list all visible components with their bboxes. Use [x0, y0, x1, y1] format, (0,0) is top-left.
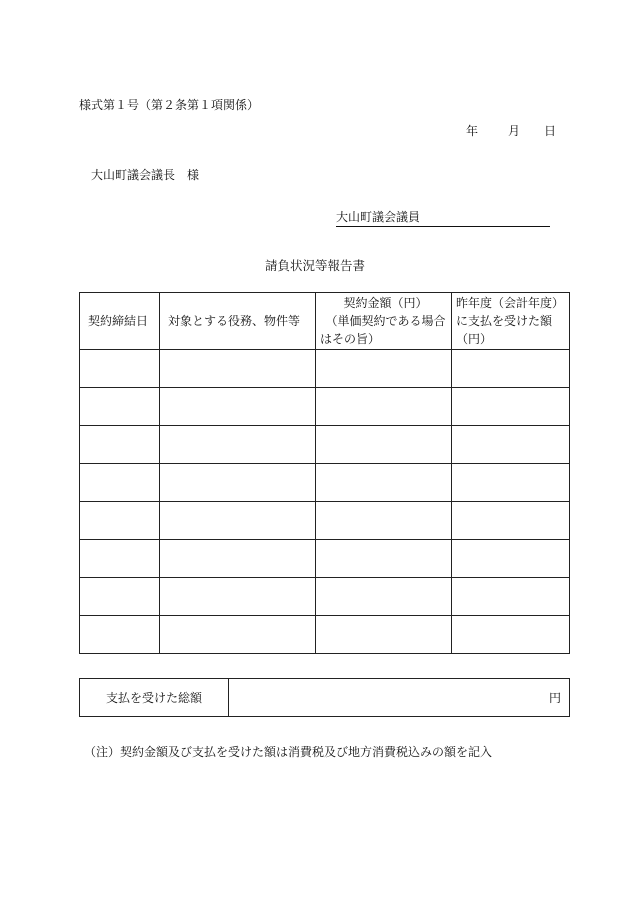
cell-amount[interactable]: [316, 350, 452, 388]
header-amount-line1: 契約金額（円）: [343, 296, 428, 310]
table-row: [80, 616, 570, 654]
footnote: （注）契約金額及び支払を受けた額は消費税及び地方消費税込みの額を記入: [84, 745, 493, 759]
cell-subject[interactable]: [160, 616, 316, 654]
table-row: [80, 464, 570, 502]
cell-prev-year[interactable]: [452, 350, 570, 388]
cell-contract-date[interactable]: [80, 616, 160, 654]
form-number: 様式第１号（第２条第１項関係）: [79, 98, 260, 112]
header-amount-line3: はその旨）: [320, 332, 381, 346]
cell-amount[interactable]: [316, 388, 452, 426]
header-prev-year: [452, 293, 570, 350]
date-day: 日: [544, 124, 557, 138]
cell-subject[interactable]: [160, 578, 316, 616]
cell-subject[interactable]: [160, 426, 316, 464]
cell-subject[interactable]: [160, 540, 316, 578]
cell-amount[interactable]: [316, 464, 452, 502]
cell-subject[interactable]: [160, 464, 316, 502]
cell-prev-year[interactable]: [452, 426, 570, 464]
cell-prev-year[interactable]: [452, 464, 570, 502]
header-subject: 対象とする役務、物件等: [160, 293, 316, 350]
cell-subject[interactable]: [160, 502, 316, 540]
table-row: [80, 388, 570, 426]
cell-prev-year[interactable]: [452, 540, 570, 578]
cell-contract-date[interactable]: [80, 578, 160, 616]
cell-amount[interactable]: [316, 578, 452, 616]
header-prev-line3: （円）: [456, 332, 493, 346]
table-row: [80, 426, 570, 464]
date-year: 年: [466, 124, 479, 138]
total-unit: 円: [548, 691, 561, 705]
cell-prev-year[interactable]: [452, 502, 570, 540]
cell-contract-date[interactable]: [80, 502, 160, 540]
cell-contract-date[interactable]: [80, 388, 160, 426]
cell-prev-year[interactable]: [452, 578, 570, 616]
cell-contract-date[interactable]: [80, 464, 160, 502]
cell-contract-date[interactable]: [80, 426, 160, 464]
cell-subject[interactable]: [160, 388, 316, 426]
cell-contract-date[interactable]: [80, 540, 160, 578]
member-name-line: [336, 208, 550, 227]
total-label: 支払を受けた総額: [80, 679, 229, 717]
report-table: [79, 292, 570, 654]
cell-amount[interactable]: [316, 502, 452, 540]
cell-prev-year[interactable]: [452, 616, 570, 654]
header-amount: [316, 293, 452, 350]
date-line: [466, 122, 556, 139]
header-amount-line2: （単価契約である場合: [325, 314, 446, 328]
total-row: [80, 679, 570, 717]
cell-amount[interactable]: [316, 540, 452, 578]
addressee: 大山町議会議長 様: [91, 168, 200, 182]
table-row: [80, 540, 570, 578]
table-header-row: [80, 293, 570, 350]
table-row: [80, 502, 570, 540]
cell-prev-year[interactable]: [452, 388, 570, 426]
cell-amount[interactable]: [316, 616, 452, 654]
header-prev-line2: に支払を受けた額: [456, 314, 553, 328]
table-row: [80, 578, 570, 616]
cell-subject[interactable]: [160, 350, 316, 388]
total-amount-cell[interactable]: [229, 679, 570, 717]
cell-amount[interactable]: [316, 426, 452, 464]
table-row: [80, 350, 570, 388]
header-prev-line1: 昨年度（会計年度）: [456, 296, 565, 310]
total-table: [79, 678, 570, 717]
document-title: 請負状況等報告書: [264, 258, 365, 273]
member-label: 大山町議会議員: [336, 210, 421, 224]
date-month: 月: [508, 124, 521, 138]
header-contract-date: 契約締結日: [80, 293, 160, 350]
cell-contract-date[interactable]: [80, 350, 160, 388]
